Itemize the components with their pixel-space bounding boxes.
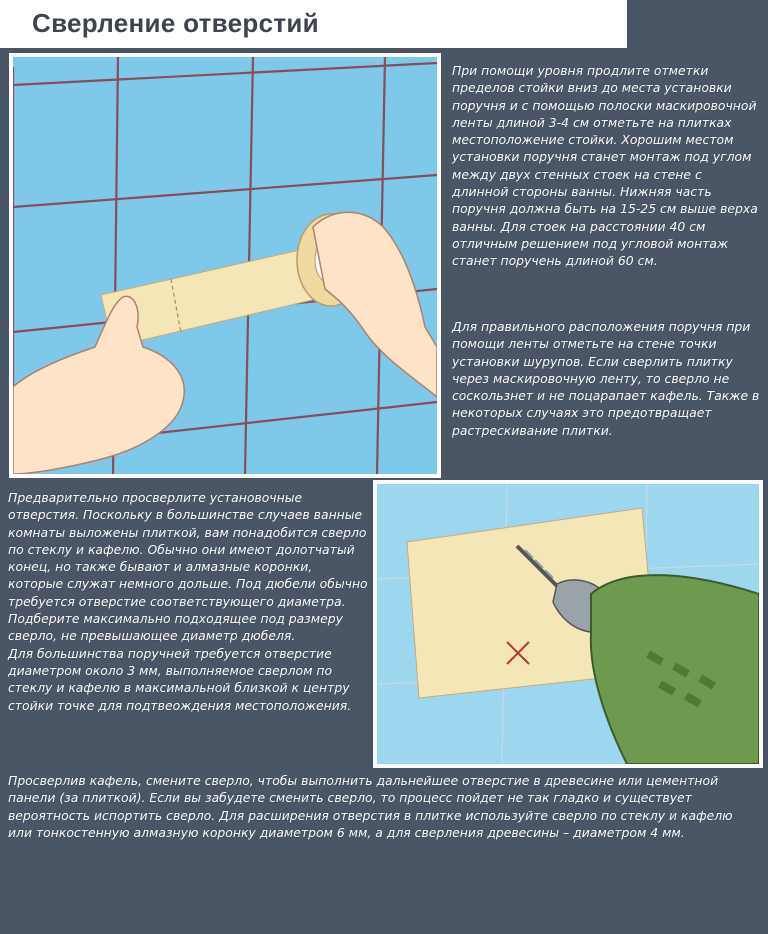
title-bar (0, 0, 627, 48)
instruction-paragraph-3a: Предварительно просверлите установочные отверстия. Поскольку в большинстве случаев ванные комнаты выложены плиткой, вам понадобится сверло по стеклу и кафелю. Обычно они имеют долотчатый конец, но также бывают и алмазные коронки, которые служат немного дольше. Под дюбели обычно требуется отверстие соответствующего диаметра. Подберите максимально подходящее под размеру сверло, не превышающее диаметр дюбеля. (8, 490, 368, 644)
instruction-paragraph-3b: Для большинства поручней требуется отверстие диаметром около 3 мм, выполняемое сверлом по стеклу и кафелю в максимальной близкой к центру стойки точке для подтвеождения местоположения. (8, 645, 352, 713)
instruction-paragraph-3 (8, 489, 368, 714)
drill-illustration-frame (373, 480, 763, 768)
hands-tape-illustration (13, 57, 437, 474)
instruction-paragraph-1: При помощи уровня продлите отметки пределов стойки вниз до места установки поручня и с помощью полоски маскировочной ленты длиной 3-4 см отметьте на плитках местоположение стойки. Хорошим местом установки поручня станет монтаж под углом между двух стенных стоек на стене с длинной стороны ванны. Нижняя часть поручня должна быть на 15-25 см выше верха ванны. Для стоек на расстоянии 40 см отличным решением под угловой монтаж станет поручень длиной 60 см. (452, 63, 758, 269)
instruction-paragraph-2: Для правильного расположения поручня при помощи ленты отметьте на стене точки установки шурупов. Если сверлить плитку через маскировочную ленту, то сверло не соскользнет и не поцарапает кафель. Также в некоторых случаях это предотвращает растрескивание плитки. (452, 319, 760, 438)
page-title: Сверление отверстий (32, 8, 319, 38)
instruction-paragraph-4: Просверлив кафель, смените сверло, чтобы выполнить дальнейшее отверстие в древесине или цементной панели (за плиткой). Если вы забудете сменить сверло, то процесс пойдет не так гладко и существует вероятность испортить сверло. Для расширения отверстия в плитке используйте сверло по стеклу и кафелю или тонкостенную алмазную коронку диаметром 6 мм, а для сверления древесины – диаметром 4 мм. (8, 773, 733, 840)
drill-illustration (377, 484, 759, 764)
tape-illustration-frame (9, 53, 441, 478)
